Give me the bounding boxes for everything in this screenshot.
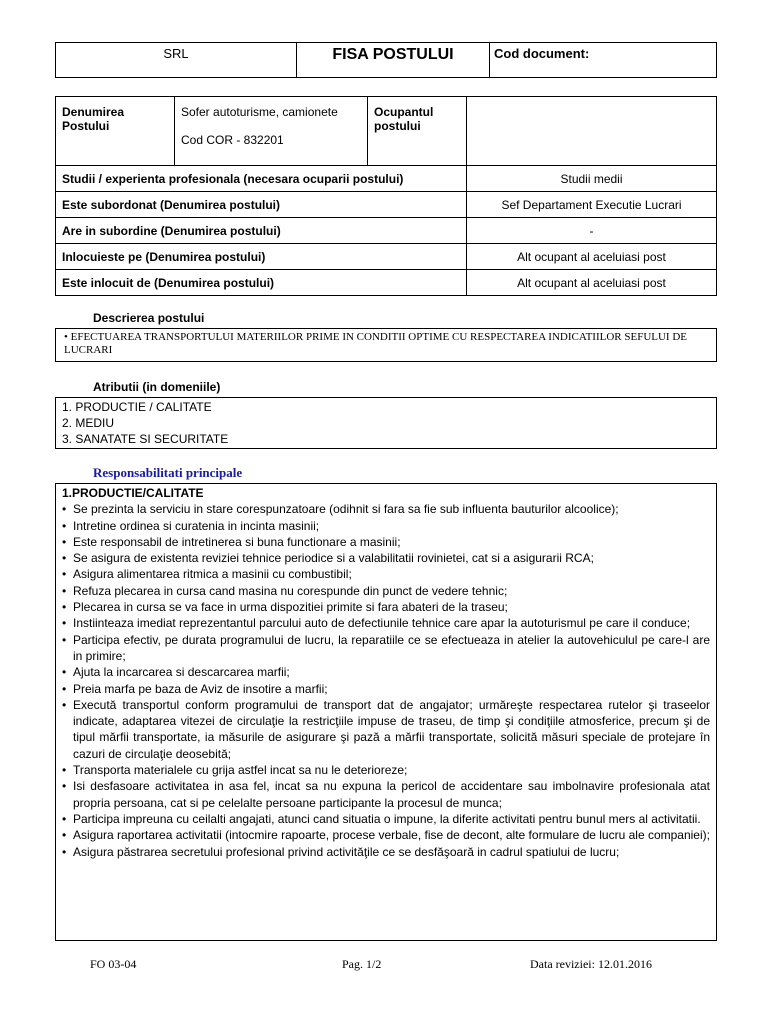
responsibility-text: Intretine ordinea si curatenia in incinta masinii; [73, 518, 320, 533]
responsibility-text: Asigura alimentarea ritmica a masinii cu combustibil; [73, 567, 352, 582]
document-title: FISA POSTULUI [297, 43, 490, 78]
responsibility-item [62, 762, 710, 778]
bullet-icon: • [62, 600, 67, 615]
bullet-icon: • [62, 681, 67, 696]
bullet-icon: • [62, 534, 67, 549]
responsibility-item [62, 615, 710, 631]
attributions-title: Atributii (in domeniile) [93, 380, 221, 394]
bullet-icon: • [62, 518, 67, 533]
attribution-item: 2. MEDIU [62, 416, 115, 430]
responsibility-text: Se asigura de existenta reviziei tehnice periodice si a valabilitatii rovinietei, cat si a asigurarii RCA; [73, 551, 594, 566]
responsibility-text: Refuza plecarea in cursa cand masina nu corespunde din punct de vedere tehnic; [73, 583, 508, 598]
responsibility-item [62, 534, 710, 550]
responsibility-text: Instiinteaza imediat reprezentantul parcului auto de defectiunile tehnice care apar la autoturismul pe care il conduce; [73, 616, 691, 631]
responsibility-text: Participa efectiv, pe durata programului de lucru, la reparatiile ce se efectueaza in atelier la autovehiculul pe care-l are in primire; [73, 632, 710, 663]
position-title: Sofer autoturisme, camionete [181, 105, 338, 119]
responsibility-item [62, 778, 710, 811]
responsibility-item [62, 811, 710, 827]
responsibility-text: Transporta materialele cu grija astfel incat sa nu le deterioreze; [73, 763, 408, 778]
description-text: EFECTUAREA TRANSPORTULUI MATERIILOR PRIME IN CONDITII OPTIME CU RESPECTAREA INDICATIILOR SEFULUI DE LUCRARI [64, 331, 688, 356]
responsibility-item [62, 697, 710, 762]
bullet-icon: • [62, 779, 67, 794]
info-row-value: Alt ocupant al aceluiasi post [467, 270, 717, 296]
bullet-icon: • [62, 844, 67, 859]
info-row-value: - [467, 218, 717, 244]
responsibility-text: Se prezinta la serviciu in stare corespunzatoare (odihnit si fara sa fie sub influenta bauturilor alcoolice); [73, 502, 619, 517]
responsibility-item [62, 501, 710, 517]
info-row-label: Este subordonat (Denumirea postului) [56, 192, 467, 218]
responsibility-text: Isi desfasoare activitatea in asa fel, incat sa nu expuna la pericol de accidentare sau imbolnavire profesionala atat propria persoana, cat si pe celelalte persoane participante la procesul de munca; [73, 779, 710, 810]
info-row-value: Sef Departament Executie Lucrari [467, 192, 717, 218]
company-cell: SRL [56, 43, 297, 78]
responsibility-item [62, 599, 710, 615]
description-title: Descrierea postului [93, 311, 205, 325]
responsibilities-list [62, 501, 710, 860]
info-row-value: Studii medii [467, 166, 717, 192]
cor-code: Cod COR - 832201 [181, 133, 284, 147]
responsibility-item [62, 681, 710, 697]
bullet-icon: • [62, 763, 67, 778]
page-number: Pag. 1/2 [342, 957, 382, 971]
attribution-item: 3. SANATATE SI SECURITATE [62, 432, 229, 446]
bullet-icon: • [62, 551, 67, 566]
info-row-label: Este inlocuit de (Denumirea postului) [56, 270, 467, 296]
responsibility-item [62, 827, 710, 843]
responsibilities-title: Responsabilitati principale [93, 465, 243, 480]
bullet-icon: • [62, 697, 67, 712]
responsibilities-box [55, 483, 717, 941]
responsibility-text: Participa impreuna cu ceilalti angajati, atunci cand situatia o impune, la diferite activitati pentru bunul mers al activitatii. [73, 811, 701, 826]
bullet-icon: • [64, 331, 68, 343]
responsibility-item [62, 664, 710, 680]
responsibility-text: Preia marfa pe baza de Aviz de insotire a marfii; [73, 681, 328, 696]
responsibility-text: Este responsabil de intretinerea si buna functionare a masinii; [73, 534, 401, 549]
responsibility-item [62, 550, 710, 566]
responsibility-text: Ajuta la incarcarea si descarcarea marfii; [73, 665, 290, 680]
responsibility-text: Asigura raportarea activitatii (intocmire rapoarte, procese verbale, fise de decont, alte formulare de lucru ale companiei); [73, 828, 710, 843]
responsibility-item [62, 518, 710, 534]
bullet-icon: • [62, 811, 67, 826]
responsibility-text: Execută transportul conform programului de transport dat de angajator; urmăreşte respectarea rutelor şi traseelor indicate, adaptarea vitezei de circulaţie la restricţiile impuse de traseu, de timp şi condiţiile atmosferice, precum şi de tipul mărfii transportate, ia măsurile de asigurare şi pază a mărfii transportate, solicită măsuri speciale de protejare în cazuri de circulaţie deosebită; [73, 697, 710, 761]
attributions-box [55, 397, 717, 449]
responsibility-text: Plecarea in cursa se va face in urma dispozitiei primite si fara abateri de la traseu; [73, 600, 508, 615]
info-row-value: Alt ocupant al aceluiasi post [467, 244, 717, 270]
revision-date: Data reviziei: 12.01.2016 [530, 957, 652, 971]
bullet-icon: • [62, 665, 67, 680]
responsibilities-section-heading: 1.PRODUCTIE/CALITATE [62, 486, 204, 500]
position-name-label: Denumirea Postului [56, 97, 175, 166]
bullet-icon: • [62, 828, 67, 843]
position-info-table [55, 96, 717, 296]
description-box [55, 328, 717, 362]
attribution-item: 1. PRODUCTIE / CALITATE [62, 400, 212, 414]
bullet-icon: • [62, 583, 67, 598]
document-code-label: Cod document: [490, 43, 717, 78]
bullet-icon: • [62, 502, 67, 517]
document-header-table [55, 42, 717, 78]
bullet-icon: • [62, 567, 67, 582]
info-row-label: Studii / experienta profesionala (necesara ocuparii postului) [56, 166, 467, 192]
occupant-value [467, 97, 717, 166]
responsibility-text: Asigura păstrarea secretului profesional privind activităţile ce se desfăşoară in cadrul spatiului de lucru; [73, 844, 620, 859]
info-row-label: Inlocuieste pe (Denumirea postului) [56, 244, 467, 270]
occupant-label: Ocupantul postului [368, 97, 467, 166]
responsibility-item [62, 583, 710, 599]
form-code: FO 03-04 [90, 957, 137, 971]
bullet-icon: • [62, 616, 67, 631]
position-name-value [175, 97, 368, 166]
responsibility-item [62, 566, 710, 582]
responsibility-item [62, 632, 710, 665]
responsibility-item [62, 844, 710, 860]
info-row-label: Are in subordine (Denumirea postului) [56, 218, 467, 244]
bullet-icon: • [62, 632, 67, 647]
